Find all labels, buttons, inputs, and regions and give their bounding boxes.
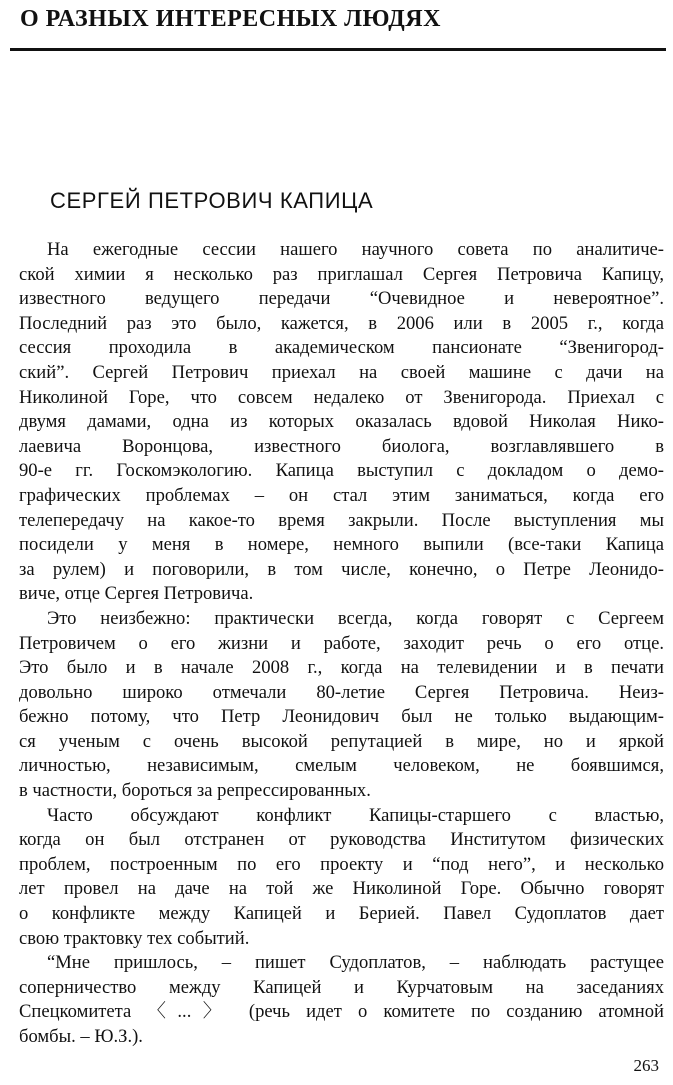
chapter-title: СЕРГЕЙ ПЕТРОВИЧ КАПИЦА	[50, 188, 374, 213]
text-line: Николиной Горе, что совсем недалеко от Звенигорода. Приехал с	[19, 386, 664, 408]
text-line: Это неизбежно: практически всегда, когда говорят с Сергеем	[47, 607, 664, 629]
text-line: Последний раз это было, кажется, в 2006 или в 2005 г., когда	[19, 312, 664, 334]
text-line: бежно потому, что Петр Леонидович был не только выдающим-	[19, 706, 664, 728]
text-line: когда он был отстранен от руководства Институтом физических	[19, 829, 664, 851]
text-line: о конфликте между Капицей и Берией. Павел Судоплатов дает	[19, 903, 664, 925]
running-header-title: О РАЗНЫХ ИНТЕРЕСНЫХ ЛЮДЯХ	[20, 6, 441, 32]
paragraph	[19, 951, 664, 1049]
text-line: довольно широко отмечали 80-летие Сергея Петровича. Неиз-	[19, 681, 664, 703]
text-line: виче, отце Сергея Петровича.	[19, 583, 254, 605]
text-line: Спецкомитета 〈...〉 (речь идет о комитете по созданию атомной	[19, 1001, 664, 1023]
text-line: проблем, построенным по его проекту и “под него”, и несколько	[19, 853, 664, 875]
text-line: Петровичем о его жизни и работе, заходит речь о его отце.	[19, 632, 664, 654]
text-line: телепередачу на какое-то время закрыли. После выступления мы	[19, 509, 664, 531]
text-line: 90-е гг. Госкомэкологию. Капица выступил с докладом о демо-	[19, 460, 664, 482]
text-line: соперничество между Капицей и Курчатовым на заседаниях	[19, 976, 664, 998]
text-line: сессия проходила в академическом пансионате “Звенигород-	[19, 337, 664, 359]
text-line: двумя дамами, одна из которых оказалась вдовой Николая Нико-	[19, 411, 664, 433]
header-rule	[10, 48, 666, 51]
paragraph	[19, 607, 664, 804]
text-line: известного ведущего передачи “Очевидное и невероятное”.	[19, 288, 664, 310]
text-line: графических проблемах – он стал этим заниматься, когда его	[19, 484, 664, 506]
text-line: за рулем) и поговорили, в том числе, конечно, о Петре Леонидо-	[19, 558, 664, 580]
text-line: “Мне пришлось, – пишет Судоплатов, – наблюдать растущее	[47, 952, 664, 974]
text-line: Часто обсуждают конфликт Капицы-старшего с властью,	[47, 804, 664, 826]
text-line: На ежегодные сессии нашего научного совета по аналитиче-	[47, 239, 664, 260]
text-line: ся ученым с очень высокой репутацией в мире, но и яркой	[19, 730, 664, 752]
text-line: личностью, независимым, смелым человеком, не боявшимся,	[19, 755, 664, 777]
body-text	[19, 238, 664, 1050]
text-line: ский”. Сергей Петрович приехал на своей машине с дачи на	[19, 361, 664, 383]
text-line: Это было и в начале 2008 г., когда на телевидении и в печати	[19, 657, 664, 679]
paragraph	[19, 238, 664, 607]
text-line: посидели у меня в номере, немного выпили (все-таки Капица	[19, 534, 664, 556]
text-line: лаевича Воронцова, известного биолога, возглавлявшего в	[19, 435, 664, 457]
paragraph	[19, 804, 664, 952]
text-line: в частности, бороться за репрессированных.	[19, 780, 371, 802]
text-line: бомбы. – Ю.З.).	[19, 1026, 143, 1047]
text-line: ской химии я несколько раз приглашал Сергея Петровича Капицу,	[19, 263, 664, 285]
text-line: лет провел на даче на той же Николиной Горе. Обычно говорят	[19, 878, 664, 900]
text-line: свою трактовку тех событий.	[19, 927, 250, 949]
page-number: 263	[633, 1056, 659, 1075]
